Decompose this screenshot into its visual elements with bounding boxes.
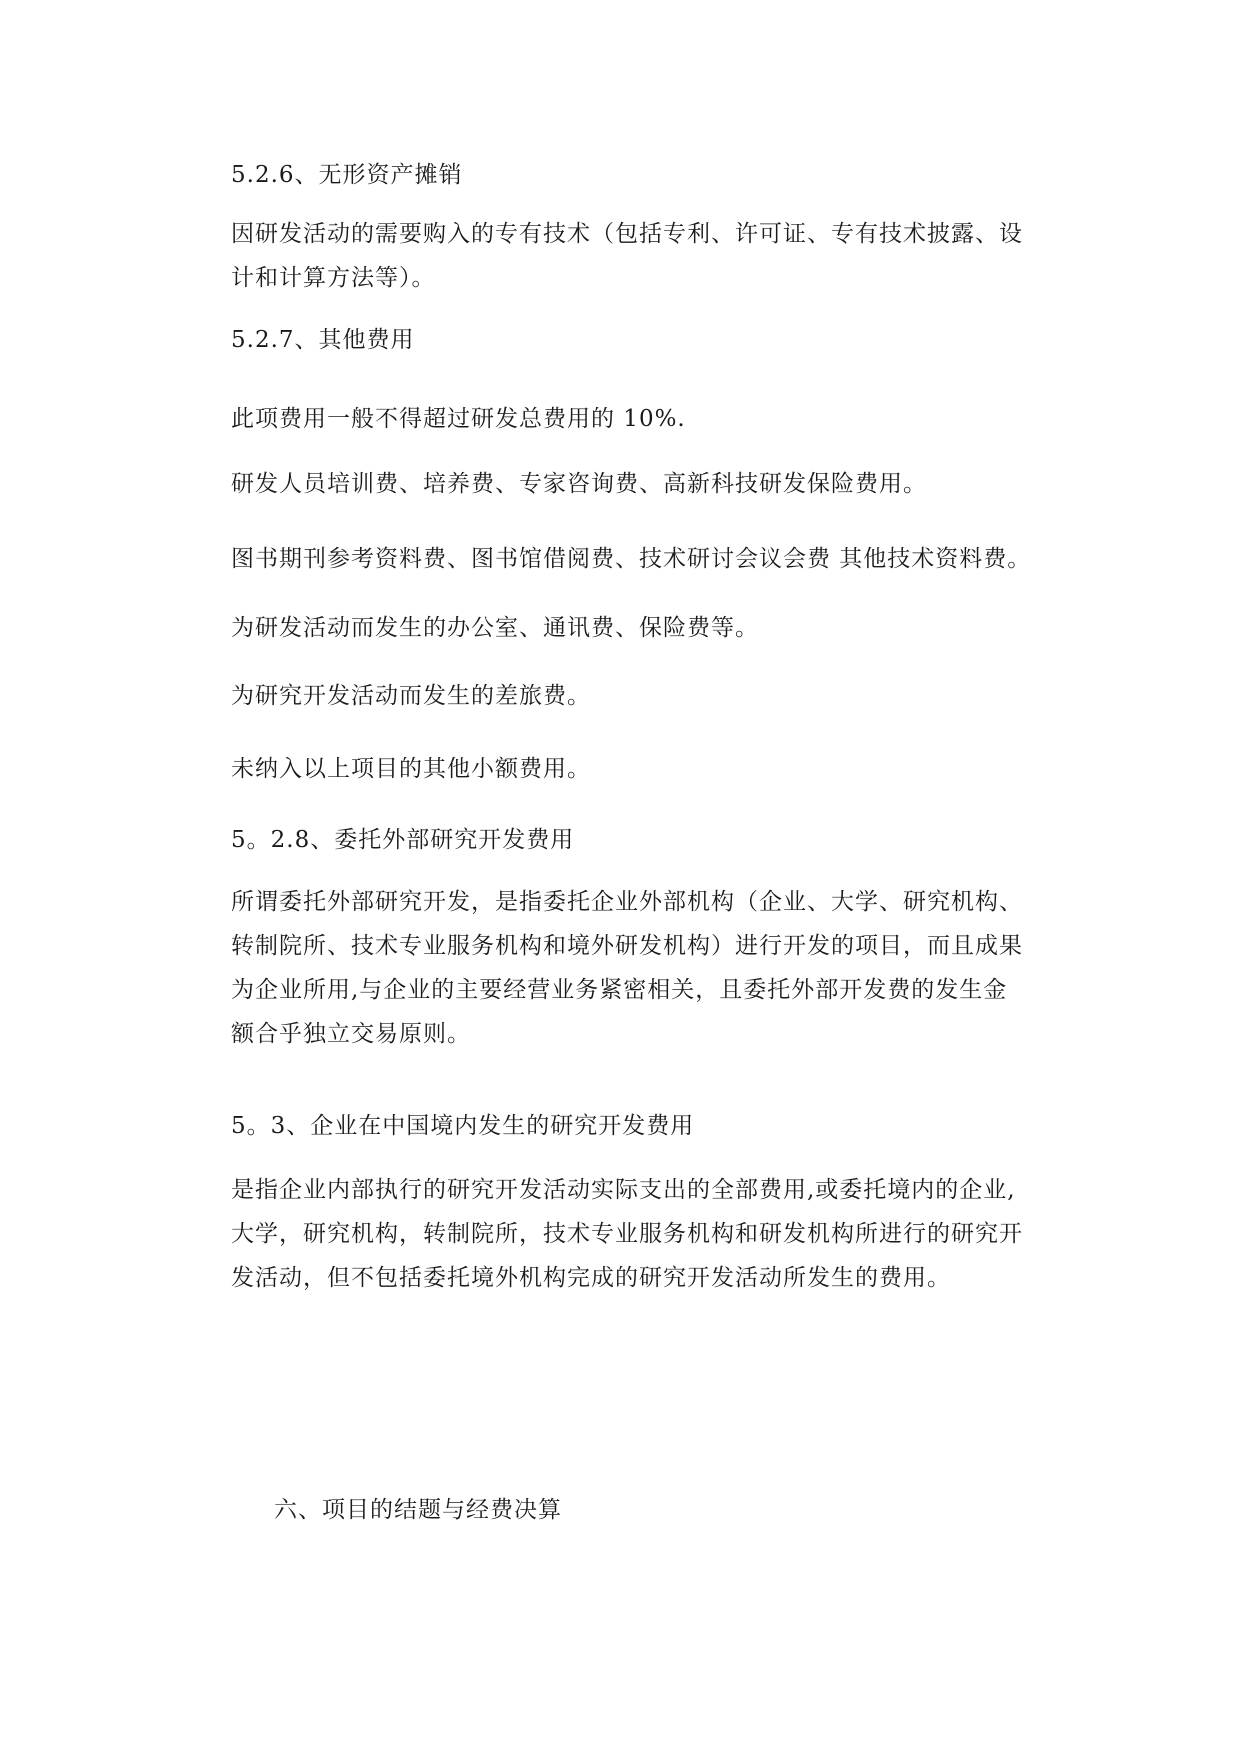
- section-53-heading: 5。3、企业在中国境内发生的研究开发费用: [231, 1113, 695, 1139]
- section-527-item-4: 为研发活动而发生的办公室、通讯费、保险费等。: [231, 615, 759, 641]
- section-six-heading: 六、项目的结题与经费决算: [274, 1497, 562, 1523]
- section-526-body-line-2: 计和计算方法等）。: [231, 265, 436, 291]
- section-526-heading: 5.2.6、无形资产摊销: [231, 162, 463, 188]
- section-527-item-3: 图书期刊参考资料费、图书馆借阅费、技术研讨会议会费 其他技术资料费。: [231, 546, 1032, 572]
- section-528-body-line-4: 额合乎独立交易原则。: [231, 1021, 471, 1047]
- section-53-body-line-2: 大学，研究机构，转制院所，技术专业服务机构和研发机构所进行的研究开: [231, 1221, 1023, 1247]
- section-527-item-2: 研发人员培训费、培养费、专家咨询费、高新科技研发保险费用。: [231, 471, 927, 497]
- section-528-body-line-1: 所谓委托外部研究开发，是指委托企业外部机构（企业、大学、研究机构、: [231, 889, 1023, 915]
- section-53-body-line-1: 是指企业内部执行的研究开发活动实际支出的全部费用,或委托境内的企业,: [231, 1177, 1016, 1203]
- section-53-body: [231, 1168, 1061, 1300]
- section-527-heading: 5.2.7、其他费用: [231, 327, 415, 353]
- section-526-body: [231, 212, 1061, 300]
- section-527-item-5: 为研究开发活动而发生的差旅费。: [231, 683, 591, 709]
- section-527-item-1: 此项费用一般不得超过研发总费用的 10%.: [231, 406, 686, 432]
- section-528-heading: 5。2.8、委托外部研究开发费用: [231, 827, 575, 853]
- section-527-item-6: 未纳入以上项目的其他小额费用。: [231, 756, 591, 782]
- section-528-body-line-2: 转制院所、技术专业服务机构和境外研发机构）进行开发的项目，而且成果: [231, 933, 1023, 959]
- section-53-body-line-3: 发活动，但不包括委托境外机构完成的研究开发活动所发生的费用。: [231, 1265, 951, 1291]
- section-528-body: [231, 880, 1061, 1056]
- section-526-body-line-1: 因研发活动的需要购入的专有技术（包括专利、许可证、专有技术披露、设: [231, 221, 1023, 247]
- section-528-body-line-3: 为企业所用,与企业的主要经营业务紧密相关，且委托外部开发费的发生金: [231, 977, 1008, 1003]
